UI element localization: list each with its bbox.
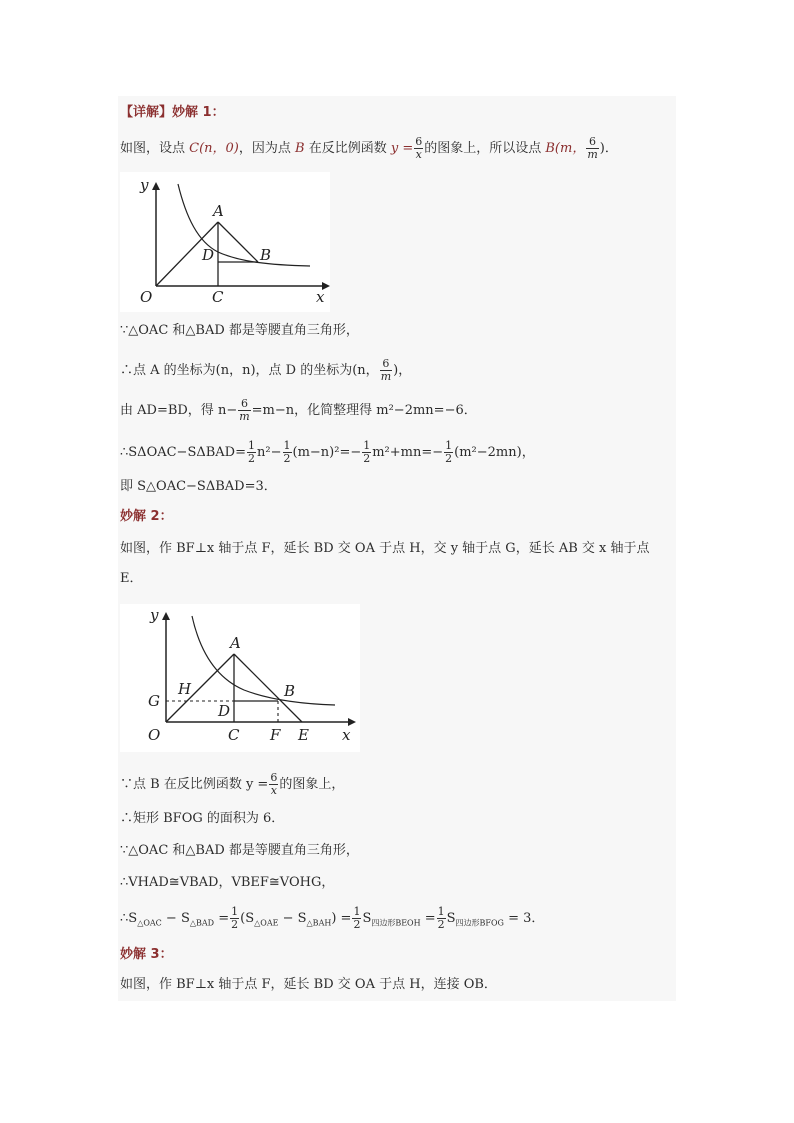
s2-l6-a: ∴S — [120, 911, 138, 926]
fraction-6-over-x: $\frac{6}{x}$ — [415, 135, 423, 161]
fig1-label-x: x — [316, 288, 325, 306]
s2-sub-oae: △OAE — [254, 918, 279, 928]
fraction-6-over-x-2: $\frac{6}{x}$ — [270, 771, 278, 797]
fig2-label-O: O — [148, 726, 161, 744]
heading-detail-solution-1: 【详解】妙解 1： — [120, 105, 225, 120]
s1-l1-a: 如图，设点 — [120, 141, 190, 156]
s1-l5-a: ∴SΔOAC−SΔBAD= — [120, 445, 247, 460]
s2-line1: 如图，作 BF⊥x 轴于点 F，延长 BD 交 OA 于点 H，交 y 轴于点 G，延长 AB 交 x 轴于点 — [120, 541, 650, 556]
s2-l6-g: S — [362, 911, 372, 926]
s2-sub-bad: △BAD — [189, 918, 215, 928]
fig2-label-C: C — [228, 726, 240, 744]
s1-line2: ∵△OAC 和△BAD 都是等腰直角三角形， — [120, 323, 359, 338]
fraction-half-3: $\frac{1}{2}$ — [363, 439, 371, 465]
fig1-label-O: O — [140, 288, 153, 306]
s1-l5-d: m²+mn=− — [372, 445, 444, 460]
s2-l6-i: S — [446, 911, 456, 926]
fraction-half-4: $\frac{1}{2}$ — [445, 439, 453, 465]
fig1-label-D: D — [202, 246, 215, 264]
fig1-label-C: C — [212, 288, 224, 306]
s2-line6 — [120, 906, 544, 933]
s1-l1-j: )． — [599, 141, 618, 156]
s1-l1-c: (n，0) — [199, 141, 239, 156]
fig2-label-A: A — [230, 634, 241, 652]
figure-1 — [120, 172, 330, 312]
s2-sub-bah: △BAH — [306, 918, 332, 928]
fig1-label-B: B — [260, 246, 272, 264]
fig2-label-G: G — [148, 692, 160, 710]
s1-l1-f: 在反比例函数 — [304, 141, 391, 156]
s1-line5 — [120, 440, 535, 465]
fig2-label-B: B — [284, 682, 296, 700]
fig2-x-arrow — [348, 718, 356, 726]
s1-line4 — [120, 398, 477, 423]
heading-solution-2: 妙解 2： — [120, 509, 173, 524]
fig2-label-D: D — [218, 702, 231, 720]
s1-line6: 即 S△OAC−SΔBAD=3． — [120, 479, 277, 494]
s2-l6-e: − S — [278, 911, 307, 926]
fraction-half-6: $\frac{1}{2}$ — [353, 905, 361, 931]
fraction-6-over-m: $\frac{6}{m}$ — [587, 135, 598, 161]
fig2-label-y: y — [150, 606, 159, 624]
s2-sub-beoh: 四边形BEOH — [371, 918, 421, 928]
fraction-half-7: $\frac{1}{2}$ — [437, 905, 445, 931]
s1-l5-e: (m²−2mn)， — [454, 445, 535, 460]
fraction-half-2: $\frac{1}{2}$ — [283, 439, 291, 465]
figure-2 — [120, 604, 360, 752]
s2-l2-a: ∵点 B 在反比例函数 y = — [120, 777, 269, 792]
solution-panel — [118, 96, 676, 1001]
s2-sub-oac: △OAC — [137, 918, 162, 928]
s1-l1-d: ，因为点 — [238, 141, 296, 156]
s1-l4-a: 由 AD=BD，得 n− — [120, 403, 238, 418]
fraction-6-over-m-e: $\frac{6}{m}$ — [239, 397, 250, 423]
s3-line1: 如图，作 BF⊥x 轴于点 F，延长 BD 交 OA 于点 H，连接 OB． — [120, 977, 497, 992]
s2-line2 — [120, 772, 344, 797]
fraction-half-1: $\frac{1}{2}$ — [248, 439, 256, 465]
s2-line1b: E． — [120, 571, 143, 586]
s1-line3 — [120, 358, 411, 383]
figure-2-svg — [120, 604, 360, 752]
s1-l1-g: y = — [390, 141, 414, 156]
s2-l2-b: 的图象上， — [279, 777, 345, 792]
s1-l3-a: ∴点 A 的坐标为(n，n)，点 D 的坐标为(n， — [120, 363, 379, 378]
s1-l1-e: B — [295, 141, 305, 156]
s1-l4-b: =m−n，化简整理得 m²−2mn=−6． — [251, 403, 477, 418]
fig2-label-E: E — [298, 726, 309, 744]
figure-1-svg — [120, 172, 330, 312]
s2-line3: ∴矩形 BFOG 的面积为 6． — [120, 811, 285, 826]
s2-l6-h: = — [420, 911, 436, 926]
s2-l6-d: (S — [240, 911, 255, 926]
fig1-label-y: y — [140, 176, 149, 194]
s2-line5: ∴VHAD≅VBAD，VBEF≅VOHG， — [120, 875, 335, 890]
s2-l6-j: = 3． — [503, 911, 545, 926]
s2-line4: ∵△OAC 和△BAD 都是等腰直角三角形， — [120, 843, 359, 858]
s2-l6-f: ) = — [331, 911, 352, 926]
fig2-label-x: x — [342, 726, 351, 744]
s2-sub-bfog: 四边形BFOG — [455, 918, 504, 928]
s1-l3-b: )， — [393, 363, 412, 378]
s1-line1 — [120, 136, 618, 161]
s2-l6-c: = — [214, 911, 230, 926]
fig1-hyperbola — [178, 184, 310, 266]
fraction-6-over-m-d: $\frac{6}{m}$ — [380, 357, 392, 383]
fig1-y-arrow — [152, 182, 160, 190]
fig2-y-arrow — [162, 612, 170, 620]
heading-solution-3: 妙解 3： — [120, 947, 173, 962]
s1-l1-i: B(m， — [545, 141, 586, 156]
s1-l1-b: C — [189, 141, 200, 156]
s1-l5-c: (m−n)²=− — [292, 445, 362, 460]
s2-l6-b: − S — [161, 911, 190, 926]
fig2-label-H: H — [178, 680, 192, 698]
s1-l5-b: n²− — [257, 445, 282, 460]
fig1-segment-AB — [218, 222, 258, 262]
fig1-label-A: A — [213, 202, 224, 220]
fig2-hyperbola — [192, 616, 335, 705]
fig2-label-F: F — [270, 726, 281, 744]
s1-l1-h: 的图象上，所以设点 — [424, 141, 546, 156]
fraction-half-5: $\frac{1}{2}$ — [231, 905, 239, 931]
